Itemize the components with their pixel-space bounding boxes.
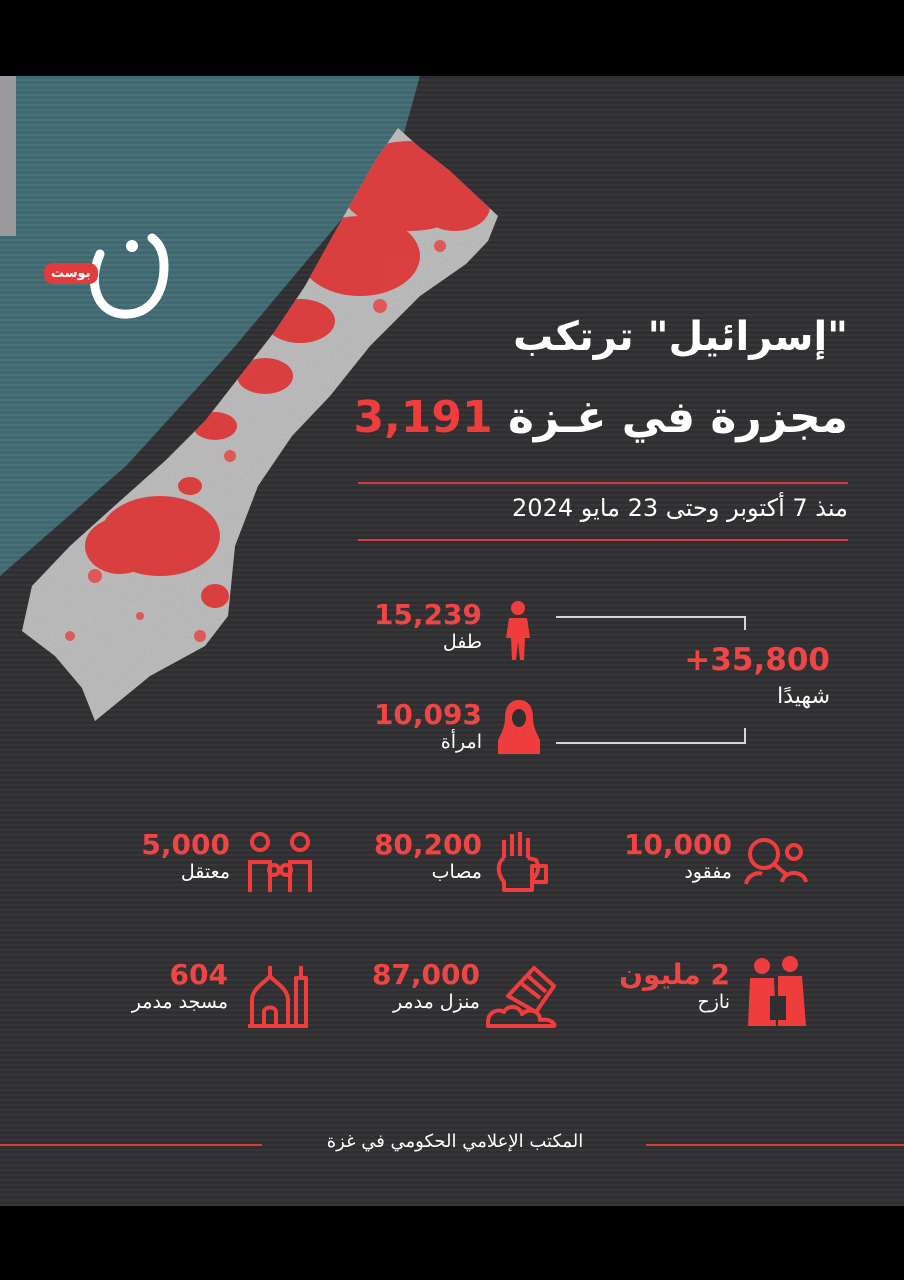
displaced-value: 2 مليون bbox=[619, 958, 730, 991]
headline-line1: "إسرائيل" ترتكب bbox=[513, 314, 848, 360]
footer-source: المكتب الإعلامي الحكومي في غزة bbox=[326, 1131, 584, 1152]
missing-label: مفقود bbox=[684, 861, 732, 883]
stat-injured bbox=[330, 828, 482, 883]
logo-badge: بوست bbox=[44, 263, 98, 284]
injured-label: مصاب bbox=[431, 861, 482, 883]
injured-value: 80,200 bbox=[373, 828, 482, 861]
martyrs-total-value: +35,800 bbox=[684, 642, 830, 678]
women-value: 10,093 bbox=[373, 698, 482, 731]
massacre-count: 3,191 bbox=[353, 392, 493, 443]
children-label: طفل bbox=[442, 631, 482, 653]
mosques-label: مسجد مدمر bbox=[131, 991, 228, 1013]
stat-women bbox=[300, 698, 482, 753]
stat-houses bbox=[330, 958, 480, 1013]
bottom-black-bar bbox=[0, 1206, 904, 1280]
stat-children bbox=[300, 598, 482, 653]
stat-martyrs-total bbox=[620, 642, 830, 709]
mosques-value: 604 bbox=[169, 958, 228, 991]
houses-label: منزل مدمر bbox=[392, 991, 480, 1013]
footer-rule-left bbox=[0, 1144, 262, 1146]
rule-bottom bbox=[358, 539, 848, 541]
infographic-poster bbox=[0, 76, 904, 1206]
injured-hand-icon bbox=[492, 828, 550, 894]
headline-line2-text: مجزرة في غـزة bbox=[507, 392, 848, 443]
stat-missing bbox=[570, 828, 732, 883]
child-icon bbox=[500, 600, 536, 662]
footer-rule-right bbox=[646, 1144, 904, 1146]
detainees-icon bbox=[244, 830, 316, 894]
bracket-bottom-tick bbox=[744, 728, 746, 742]
bracket-bottom bbox=[556, 742, 746, 744]
detainees-value: 5,000 bbox=[141, 828, 230, 861]
destruction-areas bbox=[85, 141, 493, 608]
missing-value: 10,000 bbox=[623, 828, 732, 861]
rule-top bbox=[358, 482, 848, 484]
destroyed-house-icon bbox=[484, 962, 560, 1028]
women-label: امرأة bbox=[440, 731, 482, 753]
stat-detainees bbox=[110, 828, 230, 883]
headline-line2 bbox=[339, 392, 848, 443]
woman-icon bbox=[494, 696, 544, 756]
mosque-icon bbox=[244, 956, 310, 1028]
period-text: منذ 7 أكتوبر وحتى 23 مايو 2024 bbox=[512, 494, 848, 522]
detainees-label: معتقل bbox=[180, 861, 230, 883]
martyrs-label: شهيدًا bbox=[777, 684, 830, 709]
displaced-family-icon bbox=[744, 956, 810, 1028]
brand-logo bbox=[40, 226, 170, 321]
houses-value: 87,000 bbox=[371, 958, 480, 991]
stat-mosques bbox=[80, 958, 228, 1013]
children-value: 15,239 bbox=[373, 598, 482, 631]
missing-search-icon bbox=[740, 832, 812, 888]
bracket-top-tick bbox=[744, 616, 746, 630]
stat-displaced bbox=[560, 958, 730, 1013]
displaced-label: نازح bbox=[697, 991, 730, 1013]
bracket-top bbox=[556, 616, 746, 618]
